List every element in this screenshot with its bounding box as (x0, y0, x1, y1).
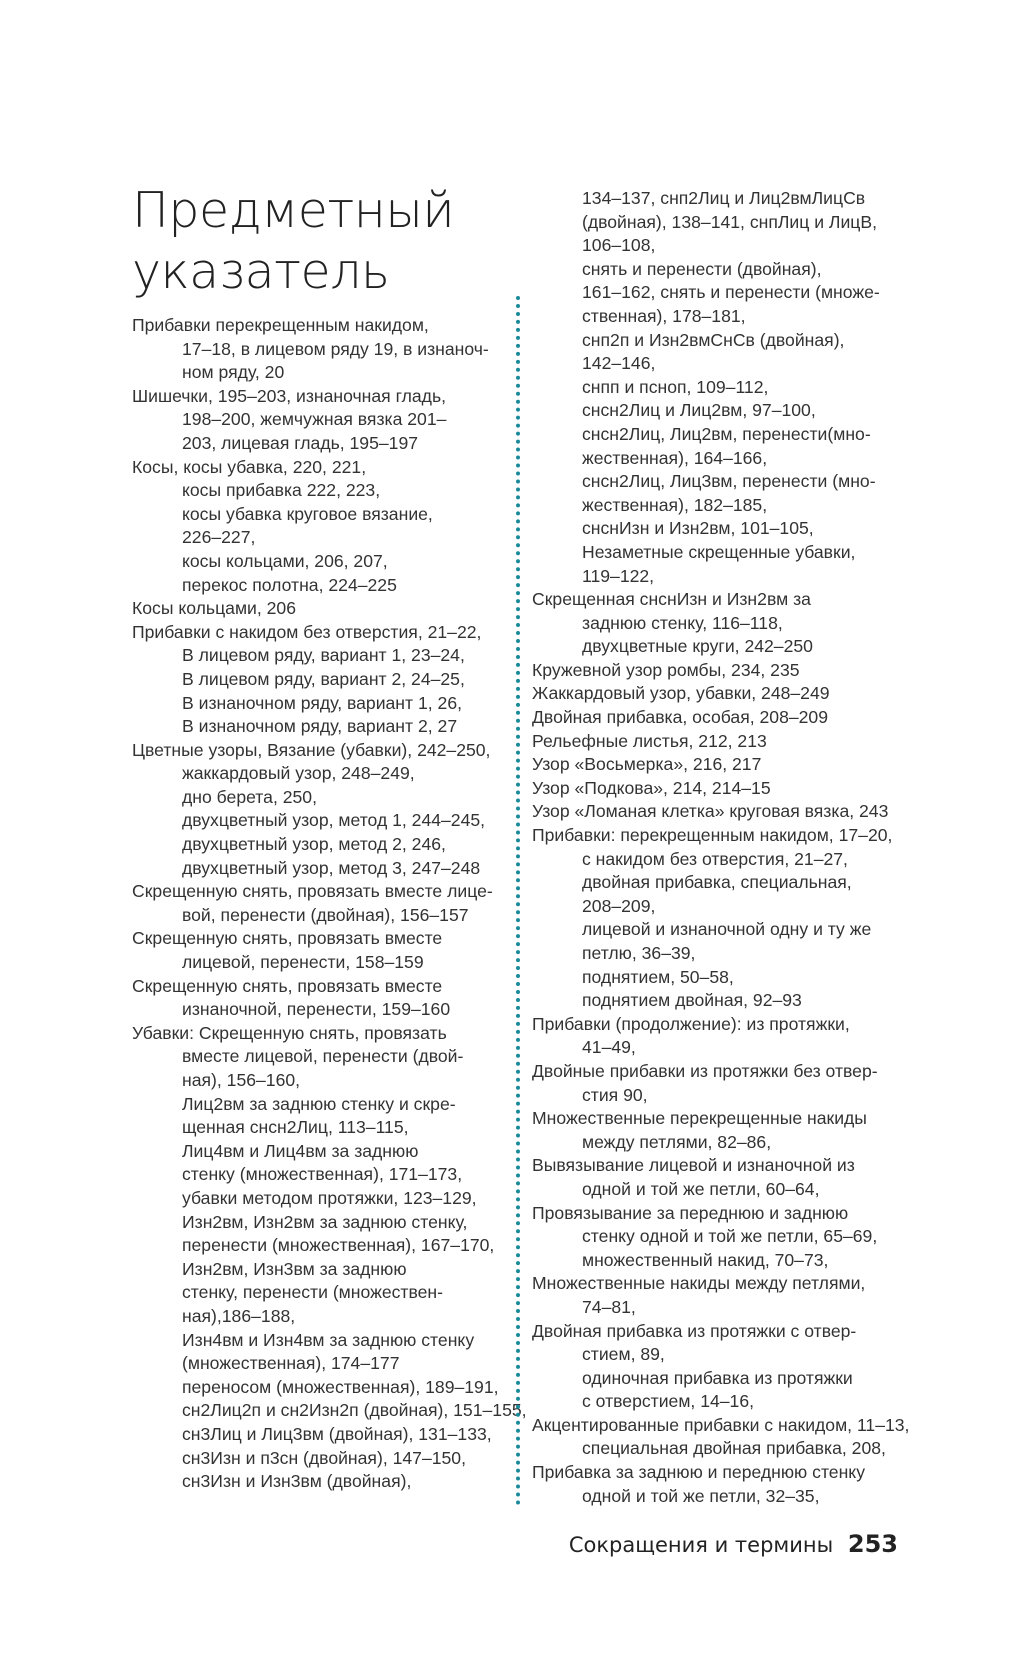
index-subentry: стенку (множественная), 171–173, (182, 1164, 463, 1185)
index-subentry: косы кольцами, 206, 207, (182, 550, 388, 571)
index-entry: Вывязывание лицевой и изнаночной из (532, 1155, 855, 1176)
index-subentry: двухцветные круги, 242–250 (582, 636, 813, 657)
index-entry: Двойная прибавка из протяжки с отвер- (532, 1320, 857, 1341)
index-subentry: 226–227, (182, 527, 256, 548)
index-entry: Узор «Подкова», 214, 214–15 (532, 777, 771, 798)
page-footer (569, 1530, 898, 1558)
index-subentry: стия 90, (582, 1084, 648, 1105)
index-subentry: косы прибавка 222, 223, (182, 480, 381, 501)
index-subentry: стенку, перенести (множествен- (182, 1282, 443, 1303)
index-subentry: В изнаночном ряду, вариант 2, 27 (182, 716, 458, 737)
index-subentry: снять и перенести (двойная), (582, 258, 822, 279)
index-subentry: снснИзн и Изн2вм, 101–105, (582, 518, 814, 539)
index-left-column (132, 314, 527, 1494)
index-subentry: перекос полотна, 224–225 (182, 574, 397, 595)
index-entry: Скрещенная снснИзн и Изн2вм за (532, 589, 811, 610)
index-subentry: между петлями, 82–86, (582, 1131, 772, 1152)
index-subentry: лицевой, перенести, 158–159 (182, 952, 424, 973)
title-line-1: Предметный (132, 182, 455, 239)
index-subentry: сн3Изн и п3сн (двойная), 147–150, (182, 1447, 466, 1468)
page-title (132, 180, 454, 302)
index-subentry: двухцветный узор, метод 1, 244–245, (182, 810, 486, 831)
index-entry: Косы кольцами, 206 (132, 598, 297, 619)
index-subentry: заднюю стенку, 116–118, (582, 612, 783, 633)
index-subentry: Лиц2вм за заднюю стенку и скре- (182, 1093, 456, 1114)
index-subentry: поднятием, 50–58, (582, 966, 734, 987)
index-subentry: двойная прибавка, специальная, (582, 872, 852, 893)
index-subentry: В лицевом ряду, вариант 1, 23–24, (182, 645, 465, 666)
index-subentry: убавки методом протяжки, 123–129, (182, 1187, 477, 1208)
index-subentry: лицевой и изнаночной одну и ту же (582, 919, 872, 940)
index-subentry: вместе лицевой, перенести (двой- (182, 1046, 464, 1067)
index-entry: Провязывание за переднюю и заднюю (532, 1202, 849, 1223)
index-subentry: петлю, 36–39, (582, 943, 696, 963)
index-subentry: 161–162, снять и перенести (множе- (582, 282, 880, 303)
index-subentry: переносом (множественная), 189–191, (182, 1376, 499, 1397)
index-entry: Узор «Ломаная клетка» круговая вязка, 243 (532, 801, 889, 822)
index-entry: Рельефные листья, 212, 213 (532, 730, 767, 751)
index-subentry: Незаметные скрещенные убавки, (582, 541, 856, 562)
index-entry: Множественные перекрещенные накиды (532, 1108, 867, 1129)
index-subentry: 203, лицевая гладь, 195–197 (182, 432, 419, 453)
title-line-2: указатель (132, 243, 390, 300)
index-subentry: 41–49, (582, 1037, 636, 1058)
index-subentry: 17–18, в лицевом ряду 19, в изнаноч- (182, 338, 489, 359)
index-subentry: перенести (множественная), 167–170, (182, 1235, 495, 1256)
index-subentry: двухцветный узор, метод 2, 246, (182, 834, 446, 855)
index-subentry: (двойная), 138–141, снпЛиц и ЛицВ, (582, 211, 877, 232)
index-entry: Двойные прибавки из протяжки без отвер- (532, 1060, 878, 1081)
index-subentry: снсн2Лиц, Лиц3вм, перенести (мно- (582, 471, 876, 492)
index-subentry: 134–137, снп2Лиц и Лиц2вмЛицСв (582, 188, 866, 208)
index-entry: Убавки: Скрещенную снять, провязать (132, 1022, 447, 1043)
index-subentry: ная), 156–160, (182, 1070, 301, 1090)
index-entry: Жаккардовый узор, убавки, 248–249 (532, 683, 830, 704)
index-subentry: жественная), 164–166, (582, 447, 768, 468)
index-subentry: стием, 89, (582, 1344, 665, 1365)
index-subentry: Изн2вм, Изн2вм за заднюю стенку, (182, 1211, 468, 1232)
index-subentry: 119–122, (582, 565, 655, 586)
index-subentry: сн3Изн и Изн3вм (двойная), (182, 1471, 412, 1492)
index-subentry: жественная), 182–185, (582, 494, 768, 515)
index-subentry: сн2Лиц2п и сн2Изн2п (двойная), 151–155, (182, 1400, 527, 1421)
index-subentry: снсн2Лиц и Лиц2вм, 97–100, (582, 400, 816, 421)
index-right-column (532, 187, 910, 1508)
index-entry: Косы, косы убавка, 220, 221, (132, 456, 367, 477)
index-subentry: косы убавка круговое вязание, (182, 503, 433, 524)
index-subentry: жаккардовый узор, 248–249, (182, 763, 415, 784)
index-entry: Шишечки, 195–203, изнаночная гладь, (132, 385, 446, 406)
index-subentry: изнаночной, перенести, 159–160 (182, 999, 451, 1020)
index-entry: Цветные узоры, Вязание (убавки), 242–250, (132, 739, 491, 760)
index-entry: Прибавки с накидом без отверстия, 21–22, (132, 621, 482, 642)
index-subentry: Изн2вм, Изн3вм за заднюю (182, 1258, 407, 1279)
index-subentry: 106–108, (582, 235, 656, 256)
index-subentry: ном ряду, 20 (182, 362, 285, 383)
index-entry: Прибавки перекрещенным накидом, (132, 315, 429, 335)
index-subentry: дно берета, 250, (182, 786, 317, 807)
index-entry: Двойная прибавка, особая, 208–209 (532, 707, 829, 728)
index-subentry: ственная), 178–181, (582, 305, 746, 326)
index-subentry: 208–209, (582, 895, 656, 916)
index-subentry: с отверстием, 14–16, (582, 1391, 755, 1412)
index-subentry: поднятием двойная, 92–93 (582, 990, 802, 1011)
index-subentry: стенку одной и той же петли, 65–69, (582, 1226, 878, 1247)
index-entry: Прибавка за заднюю и переднюю стенку (532, 1462, 865, 1483)
index-subentry: сн3Лиц и Лиц3вм (двойная), 131–133, (182, 1423, 492, 1444)
index-subentry: одной и той же петли, 32–35, (582, 1485, 820, 1506)
index-subentry: множественный накид, 70–73, (582, 1249, 829, 1270)
index-entry: Множественные накиды между петлями, (532, 1273, 866, 1294)
index-subentry: Изн4вм и Изн4вм за заднюю стенку (182, 1329, 475, 1350)
footer-section-title: Сокращения и термины (568, 1533, 834, 1557)
index-subentry: снсн2Лиц, Лиц2вм, перенести(мно- (582, 423, 871, 444)
index-entry: Скрещенную снять, провязать вместе (132, 975, 443, 996)
index-subentry: щенная снсн2Лиц, 113–115, (182, 1117, 409, 1138)
index-subentry: специальная двойная прибавка, 208, (582, 1438, 886, 1459)
index-subentry: двухцветный узор, метод 3, 247–248 (182, 857, 481, 878)
index-subentry: одной и той же петли, 60–64, (582, 1178, 820, 1199)
index-entry: Скрещенную снять, провязать вместе лице- (132, 881, 493, 902)
page-number: 253 (847, 1530, 898, 1558)
index-entry: Прибавки: перекрещенным накидом, 17–20, (532, 825, 893, 846)
index-subentry: ная),186–188, (182, 1305, 296, 1326)
index-subentry: одиночная прибавка из протяжки (582, 1367, 853, 1388)
column-divider (516, 296, 520, 1506)
index-subentry: вой, перенести (двойная), 156–157 (182, 904, 469, 925)
index-subentry: В лицевом ряду, вариант 2, 24–25, (182, 668, 465, 689)
index-subentry: с накидом без отверстия, 21–27, (582, 848, 848, 869)
index-entry: Прибавки (продолжение): из протяжки, (532, 1013, 850, 1034)
index-subentry: 74–81, (582, 1296, 636, 1317)
index-subentry: снпп и псноп, 109–112, (582, 376, 769, 397)
index-entry: Узор «Восьмерка», 216, 217 (532, 754, 762, 775)
index-subentry: Лиц4вм и Лиц4вм за заднюю (182, 1140, 419, 1161)
index-subentry: В изнаночном ряду, вариант 1, 26, (182, 692, 462, 713)
index-subentry: 198–200, жемчужная вязка 201– (182, 409, 447, 430)
index-entry: Кружевной узор ромбы, 234, 235 (532, 659, 800, 680)
index-entry: Скрещенную снять, провязать вместе (132, 928, 443, 949)
index-subentry: снп2п и Изн2вмСнСв (двойная), (582, 329, 845, 350)
index-subentry: (множественная), 174–177 (182, 1353, 400, 1374)
index-subentry: 142–146, (582, 353, 656, 374)
index-entry: Акцентированные прибавки с накидом, 11–13, (532, 1414, 910, 1435)
